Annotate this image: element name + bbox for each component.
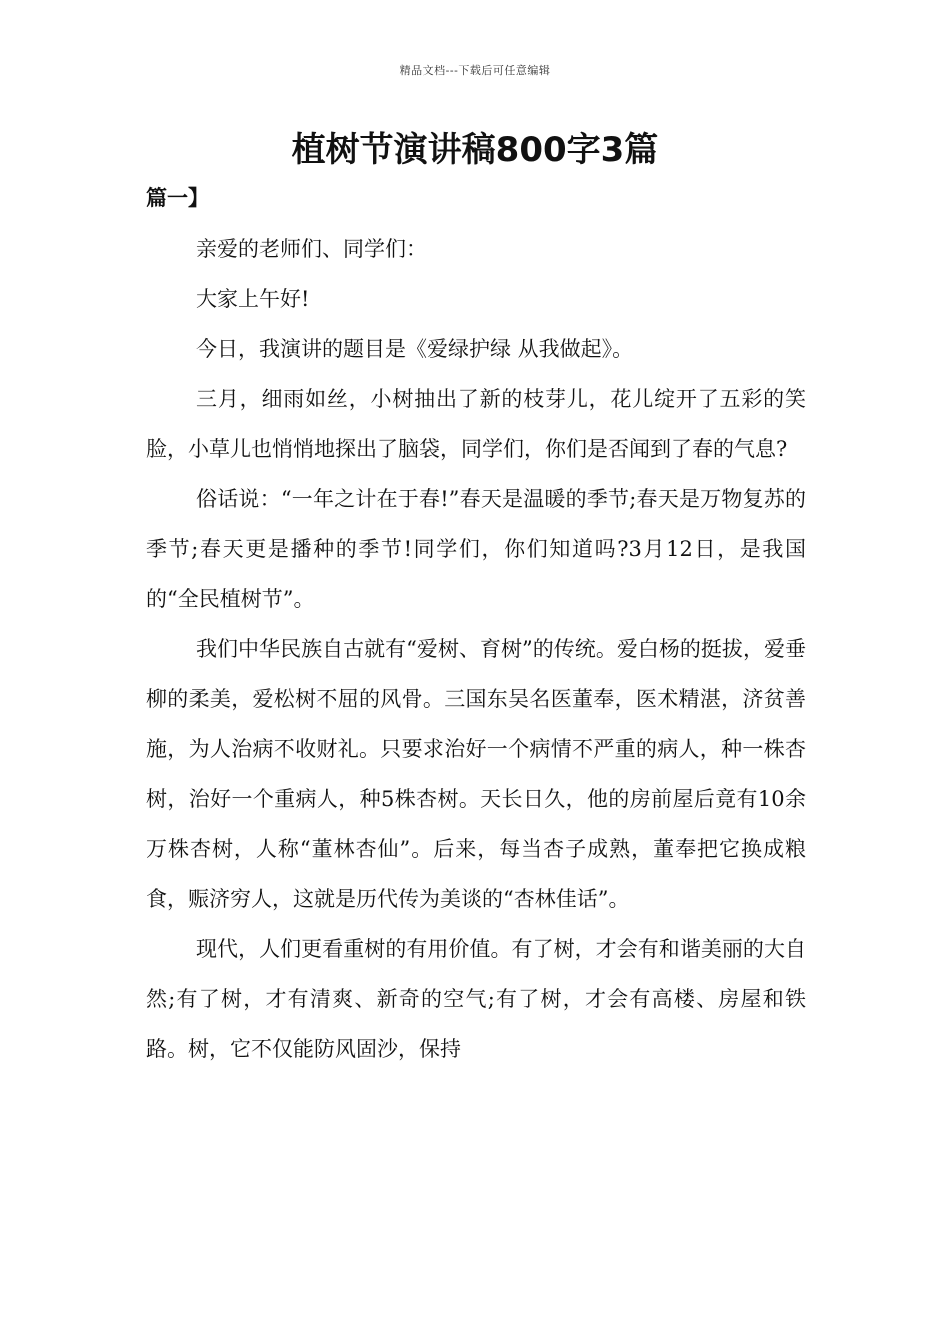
paragraph-greeting: 亲爱的老师们、同学们： [196, 237, 427, 261]
paragraph-spring: 三月，细雨如丝，小树抽出了新的枝芽儿，花儿绽开了五彩的笑脸，小草儿也悄悄地探出了脑袋，同学们，你们是否闻到了春的气息? [146, 387, 806, 461]
header-note: 精品文档---下载后可任意编辑 [399, 64, 551, 77]
document-title: 植树节演讲稿800字3篇 [291, 130, 659, 170]
paragraph-topic: 今日，我演讲的题目是《爱绿护绿 从我做起》。 [196, 337, 634, 361]
section-label: 篇一】 [146, 185, 209, 210]
paragraph-tradition: 我们中华民族自古就有“爱树、育树”的传统。爱白杨的挺拔，爱垂柳的柔美，爱松树不屈的风骨。三国东吴名医董奉，医术精湛，济贫善施，为人治病不收财礼。只要求治好一个病情不严重的病人，种一株杏树，治好一个重病人，种5株杏树。天长日久，他的房前屋后竟有10余万株杏树，人称“董林杏仙”。后来，每当杏子成熟，董奉把它换成粮食，赈济穷人，这就是历代传为美谈的“杏林佳话”。 [146, 637, 806, 911]
document-body [146, 224, 806, 1074]
paragraph-hello: 大家上午好! [196, 287, 310, 311]
paragraph-modern: 现代，人们更看重树的有用价值。有了树，才会有和谐美丽的大自然;有了树，才有清爽、新奇的空气;有了树，才会有高楼、房屋和铁路。树，它不仅能防风固沙，保持 [146, 937, 806, 1061]
paragraph-proverb: 俗话说：“一年之计在于春!”春天是温暖的季节;春天是万物复苏的季节;春天更是播种的季节!同学们，你们知道吗?3月12日，是我国的“全民植树节”。 [146, 487, 806, 611]
